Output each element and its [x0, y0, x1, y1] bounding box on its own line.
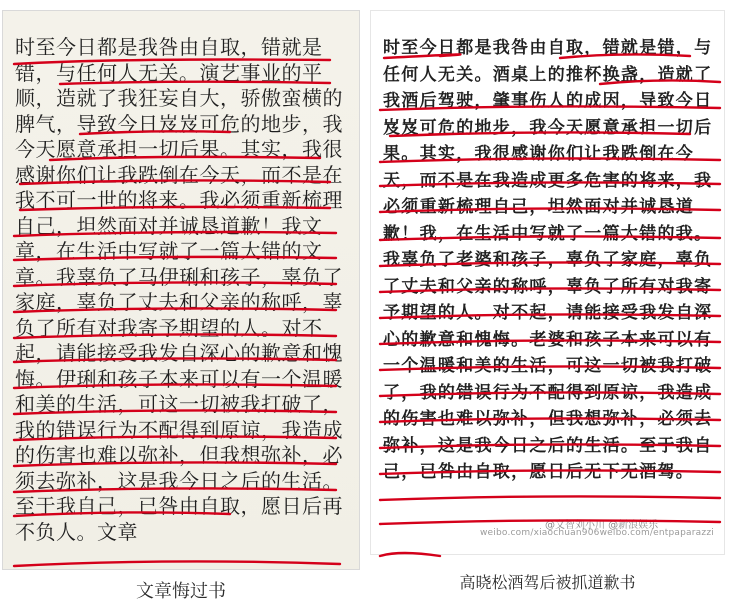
- right-caption: 高晓松酒驾后被抓道歉书: [459, 573, 636, 592]
- right-letter-text: 时至今日都是我咎由自取，错就是错，与任何人无关。酒桌上的推杯换盏，造就了我酒后驾驶，肇事伤人的成因，导致今日岌岌可危的地步，我今天愿意承担一切后果。其实，我很感谢你们让我跌倒在今天，而不是在我造成更多危害的将来，我必须重新梳理自己，坦然面对并诚恳道歉！我，在生活中写就了一篇大错的我。我辜负了老婆和孩子，辜负了家庭，辜负了丈夫和父亲的称呼，辜负了所有对我寄予期望的人。对不起，请能接受我发自深心的歉意和愧悔。老婆和孩子本来可以有一个温暖和美的生活，可这一切被我打破了，我的错误行为不配得到原谅，我造成的伤害也难以弥补，但我想弥补，必须去弥补，这是我今日之后的生活。至于我自己，已咎由自取，愿日后无下无酒驾。: [383, 38, 713, 482]
- watermark-urls: weibo.com/xiaochuan906weibo.com/entpaparazzi: [480, 528, 714, 538]
- left-caption: 文章悔过书: [136, 581, 226, 602]
- right-letter-panel: [370, 10, 725, 555]
- left-letter-panel: [2, 10, 360, 570]
- watermark-handles: @文智刘小川 @新浪娱乐: [545, 520, 659, 531]
- left-letter-text: 时至今日都是我咎由自取，错就是错，与任何人无关。演艺事业的平顺，造就了我狂妄自大，骄傲蛮横的脾气，导致今日岌岌可危的地步，我今天愿意承担一切后果。其实，我很感谢你们让我跌倒在今天，而不是在我不可一世的将来。我必须重新梳理自己，坦然面对并诚恳道歉！我文章，在生活中写就了一篇大错的文章。我辜负了马伊琍和孩子，辜负了家庭，辜负了丈夫和父亲的称呼，辜负了所有对我寄予期望的人。对不起，请能接受我发自深心的歉意和愧悔。伊琍和孩子本来可以有一个温暖和美的生活，可这一切被我打破了，我的错误行为不配得到原谅，我造成的伤害也难以弥补，但我想弥补，必须去弥补，这是我今日之后的生活。至于我自己，已咎由自取，愿日后再不负人。文章: [15, 35, 343, 544]
